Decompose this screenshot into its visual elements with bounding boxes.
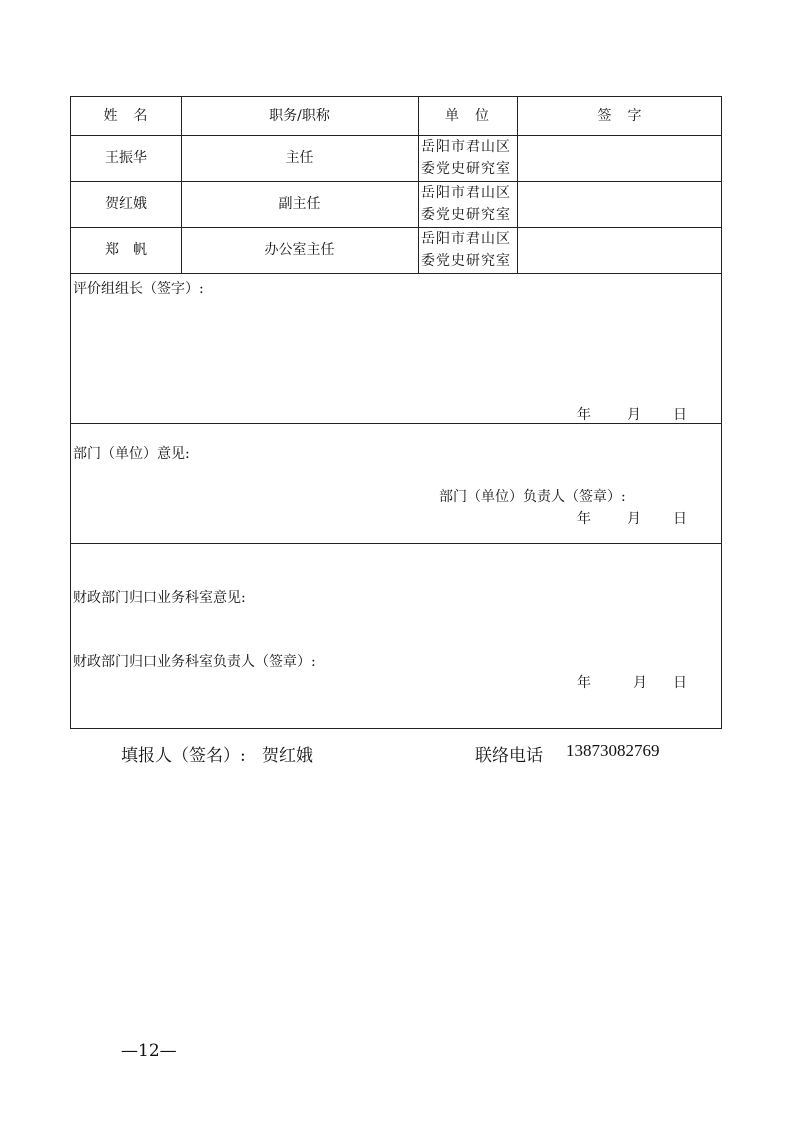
review-leader-label: 评价组组长（签字）: <box>73 281 204 297</box>
signature-cell <box>517 135 723 181</box>
filler-name: 贺红娥 <box>262 746 313 766</box>
date-day: 日 <box>673 511 687 527</box>
unit-line: 岳阳市君山区 <box>421 185 511 201</box>
member-title: 副主任 <box>278 196 321 212</box>
row-divider <box>71 423 721 424</box>
finance-sign-label: 财政部门归口业务科室负责人（签章）: <box>73 654 316 670</box>
date-year: 年 <box>577 511 591 527</box>
unit-line: 委党史研究室 <box>421 253 511 269</box>
finance-opinion-label: 财政部门归口业务科室意见: <box>73 590 246 606</box>
date-day: 日 <box>673 407 687 423</box>
unit-line: 委党史研究室 <box>421 161 511 177</box>
unit-line: 岳阳市君山区 <box>421 139 511 155</box>
date-month: 月 <box>633 675 647 691</box>
member-unit <box>421 136 517 180</box>
header-name: 姓 名 <box>103 108 149 124</box>
evaluation-signature-table <box>70 96 722 729</box>
date-year: 年 <box>577 407 591 423</box>
row-divider <box>71 543 721 544</box>
phone-label: 联络电话 <box>475 746 543 766</box>
member-unit <box>421 182 517 226</box>
date-day: 日 <box>673 675 687 691</box>
date-month: 月 <box>627 511 641 527</box>
member-title: 主任 <box>285 150 314 166</box>
unit-line: 岳阳市君山区 <box>421 231 511 247</box>
member-name: 王振华 <box>105 150 147 166</box>
date-month: 月 <box>627 407 641 423</box>
unit-line: 委党史研究室 <box>421 207 511 223</box>
department-sign-label: 部门（单位）负责人（签章）: <box>439 489 626 505</box>
member-unit <box>421 228 517 272</box>
member-name: 贺红娥 <box>105 196 147 212</box>
signature-cell <box>517 227 723 273</box>
filler-label: 填报人（签名）: <box>121 746 246 766</box>
member-name: 郑 帆 <box>105 242 147 258</box>
date-year: 年 <box>577 675 591 691</box>
header-title: 职务/职称 <box>269 108 330 124</box>
row-divider <box>71 273 721 274</box>
member-title: 办公室主任 <box>264 242 335 258</box>
header-unit: 单 位 <box>445 108 490 124</box>
phone-number: 13873082769 <box>566 741 660 760</box>
page-number: —12— <box>121 1041 177 1061</box>
header-signature: 签 字 <box>597 108 643 124</box>
signature-cell <box>517 181 723 227</box>
department-opinion-label: 部门（单位）意见: <box>73 446 190 462</box>
